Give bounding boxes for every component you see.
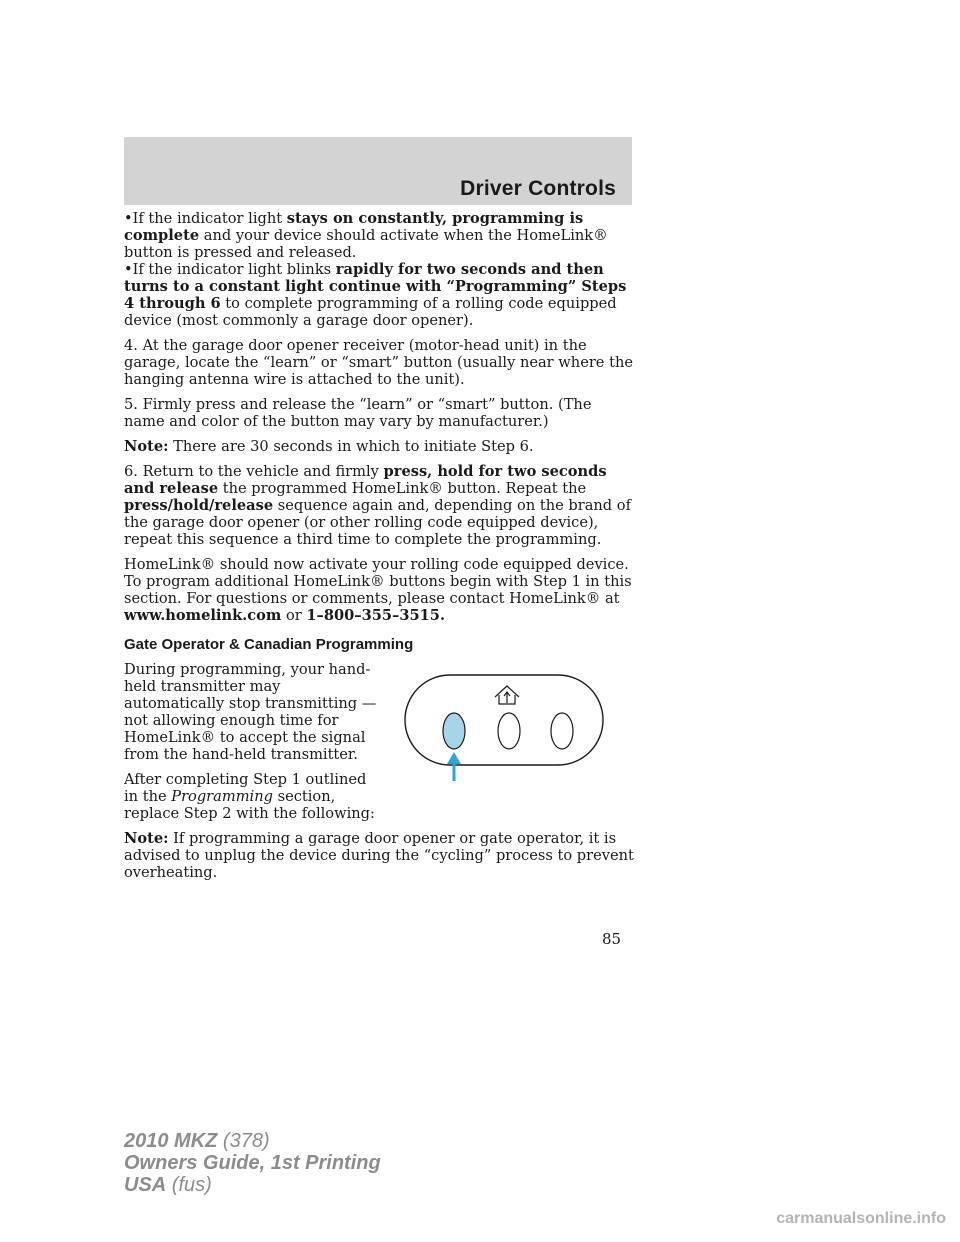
homelink-button-1[interactable] <box>443 713 465 749</box>
footer-code: (378) <box>217 1130 270 1152</box>
paragraph-text: HomeLink® should now activate your rolling code equipped device. To program additional HomeLink® buttons begin with Step 1 in this section. For questions or comments, please contact HomeLink® at <box>124 556 632 607</box>
homelink-button-2[interactable] <box>498 713 520 749</box>
page-content <box>124 210 634 889</box>
paragraph-text: section, replace Step 2 with the following: <box>124 788 375 822</box>
home-icon <box>495 686 519 704</box>
bullet-text: and your device should activate when the HomeLink® button is pressed and released. <box>124 227 608 261</box>
bullet-bold-text: rapidly for two seconds and then turns to a constant light continue with “Programming” Steps 4 through 6 <box>124 261 627 312</box>
bullet-mark: • <box>124 210 133 227</box>
footer-country: USA <box>124 1174 167 1196</box>
step-6 <box>124 463 634 548</box>
homelink-url: www.homelink.com <box>124 607 282 624</box>
step-text: 6. Return to the vehicle and firmly <box>124 463 384 480</box>
page-number: 85 <box>602 930 622 948</box>
note-label: Note: <box>124 830 169 847</box>
footer-region-code: (fus) <box>166 1174 212 1196</box>
step-text: sequence again and, depending on the brand of the garage door opener (or other rolling code equipped device), repeat this sequence a third time to complete the programming. <box>124 497 631 548</box>
note-label: Note: <box>124 438 169 455</box>
bullet-text: If the indicator light <box>132 210 287 227</box>
step-5: 5. Firmly press and release the “learn” or “smart” button. (The name and color of the button may vary by manufacturer.) <box>124 396 592 430</box>
paragraph-text: or <box>281 607 307 624</box>
header-band <box>124 137 632 205</box>
homelink-paragraph <box>124 556 634 624</box>
footer-printing: Owners Guide, 1st Printing <box>124 1152 381 1174</box>
note-text: There are 30 seconds in which to initiate Step 6. <box>168 438 534 455</box>
bullet-rapid-blink <box>124 261 634 329</box>
footer <box>124 1130 381 1196</box>
step-4: 4. At the garage door opener receiver (motor-head unit) in the garage, locate the “learn” or “smart” button (usually near where the hanging antenna wire is attached to the unit). <box>124 337 633 388</box>
programming-reference: Programming <box>171 788 273 805</box>
homelink-button-3[interactable] <box>551 713 573 749</box>
note-unplug <box>124 830 634 881</box>
arrow-up-icon <box>447 752 461 764</box>
footer-model: 2010 MKZ <box>124 1130 218 1152</box>
bullet-text: If the indicator light blinks <box>132 261 336 278</box>
gate-step-paragraph <box>124 771 384 822</box>
paragraph-text: After completing Step 1 outlined in the <box>124 771 367 805</box>
gate-section <box>124 661 634 822</box>
bullet-text: to complete programming of a rolling code equipped device (most commonly a garage door opener). <box>124 295 617 329</box>
section-title: Driver Controls <box>460 177 616 200</box>
homelink-phone: 1–800–355–3515. <box>306 607 446 624</box>
bullet-bold-text: stays on constantly, programming is complete <box>124 210 584 244</box>
note-30-seconds <box>124 438 634 455</box>
watermark: carmanualsonline.info <box>776 1210 946 1227</box>
homelink-buttons-diagram <box>402 669 622 789</box>
bullet-programming-complete <box>124 210 634 261</box>
bullet-mark: • <box>124 261 133 278</box>
note-text: If programming a garage door opener or gate operator, it is advised to unplug the device during the “cycling” process to prevent overheating. <box>124 830 634 881</box>
step-bold-text: press/hold/release <box>124 497 274 514</box>
gate-paragraph: During programming, your hand-held transmitter may automatically stop transmitting — not allowing enough time for HomeLink® to accept the signal from the hand-held transmitter. <box>124 661 377 763</box>
section-heading: Gate Operator & Canadian Programming <box>124 636 414 653</box>
step-text: the programmed HomeLink® button. Repeat the <box>218 480 587 497</box>
step-bold-text: press, hold for two seconds and release <box>124 463 607 497</box>
